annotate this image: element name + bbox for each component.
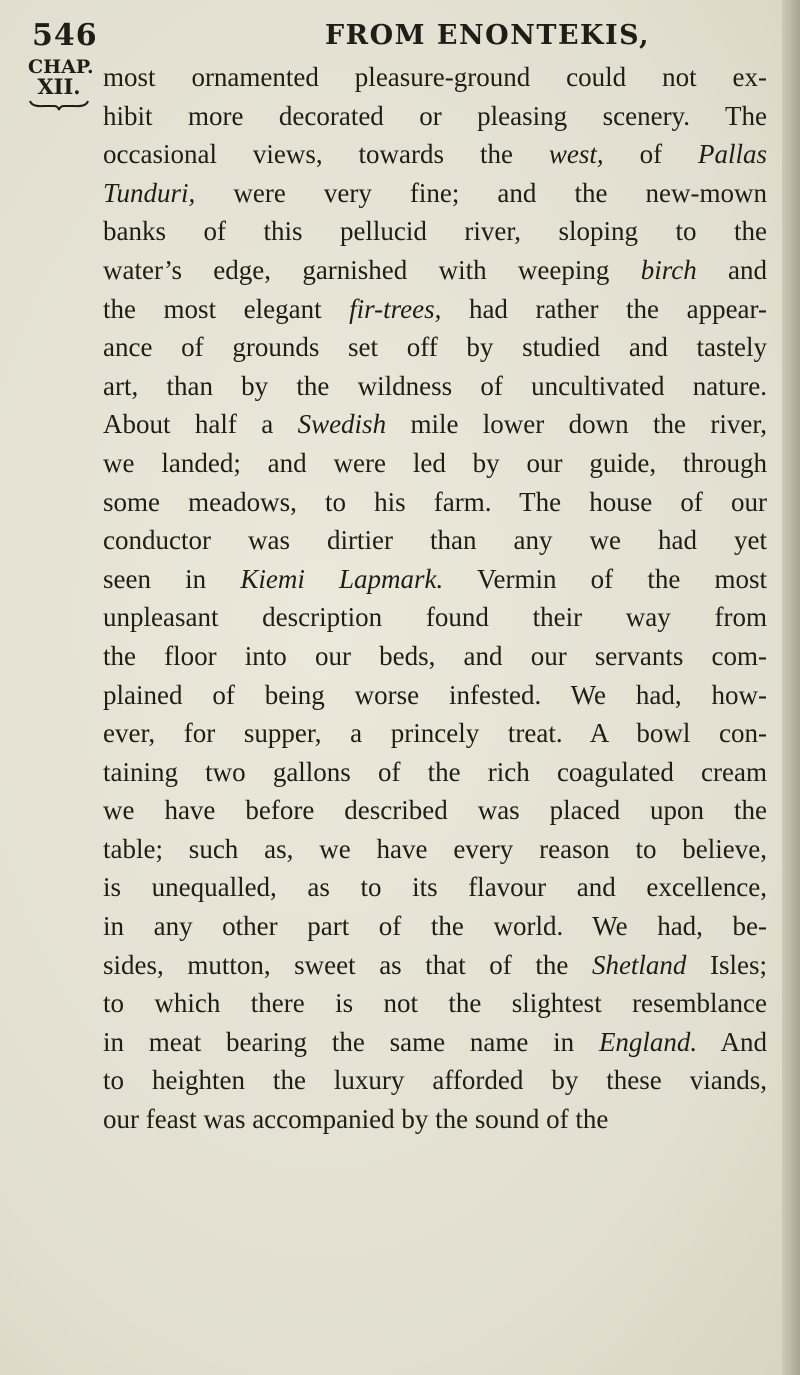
brace-ornament — [28, 99, 90, 111]
text-line: Tunduri, were very fine; and the new-mown — [103, 177, 767, 208]
text-line: to heighten the luxury afforded by these viands, — [103, 1065, 767, 1096]
italic-text: England. — [598, 1026, 698, 1057]
italic-text: Pallas — [698, 139, 768, 170]
text-line: occasional views, towards the west, of Pallas — [103, 139, 768, 170]
chapter-number: XII. — [37, 74, 81, 99]
page-edge-shadow — [782, 0, 800, 1375]
text-line: taining two gallons of the rich coagulated cream — [103, 756, 767, 787]
text-line: table; such as, we have every reason to believe, — [103, 833, 767, 864]
chapter-marginal-heading — [28, 56, 94, 111]
chapter-label: CHAP. — [28, 56, 94, 78]
text-line: the most elegant fir-trees, had rather the appear- — [103, 293, 767, 324]
italic-text: Kiemi Lapmark. — [240, 563, 444, 594]
text-line: hibit more decorated or pleasing scenery. The — [103, 100, 767, 131]
text-line: sides, mutton, sweet as that of the Shetland Isles; — [103, 949, 768, 980]
page-number: 546 — [32, 18, 98, 53]
text-line: banks of this pellucid river, sloping to the — [103, 216, 767, 247]
text-line: our feast was accompanied by the sound of the — [103, 1104, 609, 1135]
text-line: some meadows, to his farm. The house of our — [103, 486, 767, 517]
text-line: we landed; and were led by our guide, through — [103, 447, 767, 478]
text-line: most ornamented pleasure-ground could not ex- — [103, 62, 767, 92]
text-line: in any other part of the world. We had, be- — [103, 911, 767, 942]
text-line: we have before described was placed upon the — [103, 795, 767, 826]
text-line: seen in Kiemi Lapmark. Vermin of the most — [103, 563, 767, 594]
text-line: in meat bearing the same name in England. And — [103, 1026, 767, 1057]
text-line: ance of grounds set off by studied and tastely — [103, 332, 767, 363]
text-line: About half a Swedish mile lower down the river, — [103, 409, 767, 440]
italic-text: birch — [640, 254, 697, 285]
italic-text: Tunduri, — [103, 177, 196, 208]
text-line: ever, for supper, a princely treat. A bowl con- — [103, 718, 767, 749]
body-text — [103, 58, 767, 1139]
text-line: to which there is not the slightest resemblance — [103, 988, 767, 1019]
text-line: unpleasant description found their way from — [103, 602, 767, 633]
italic-text: Swedish — [297, 409, 387, 440]
text-line: water’s edge, garnished with weeping birch and — [103, 254, 768, 285]
italic-text: Shetland — [591, 949, 687, 980]
italic-text: west, — [548, 139, 604, 170]
text-line: conductor was dirtier than any we had yet — [103, 525, 767, 556]
text-line: the floor into our beds, and our servants com- — [103, 640, 767, 671]
running-head: FROM ENONTEKIS, — [325, 20, 651, 51]
text-line: plained of being worse infested. We had, how- — [103, 679, 767, 710]
text-line: is unequalled, as to its flavour and excellence, — [103, 872, 767, 903]
text-line: art, than by the wildness of uncultivated nature. — [103, 370, 767, 401]
italic-text: fir-trees, — [349, 293, 442, 324]
